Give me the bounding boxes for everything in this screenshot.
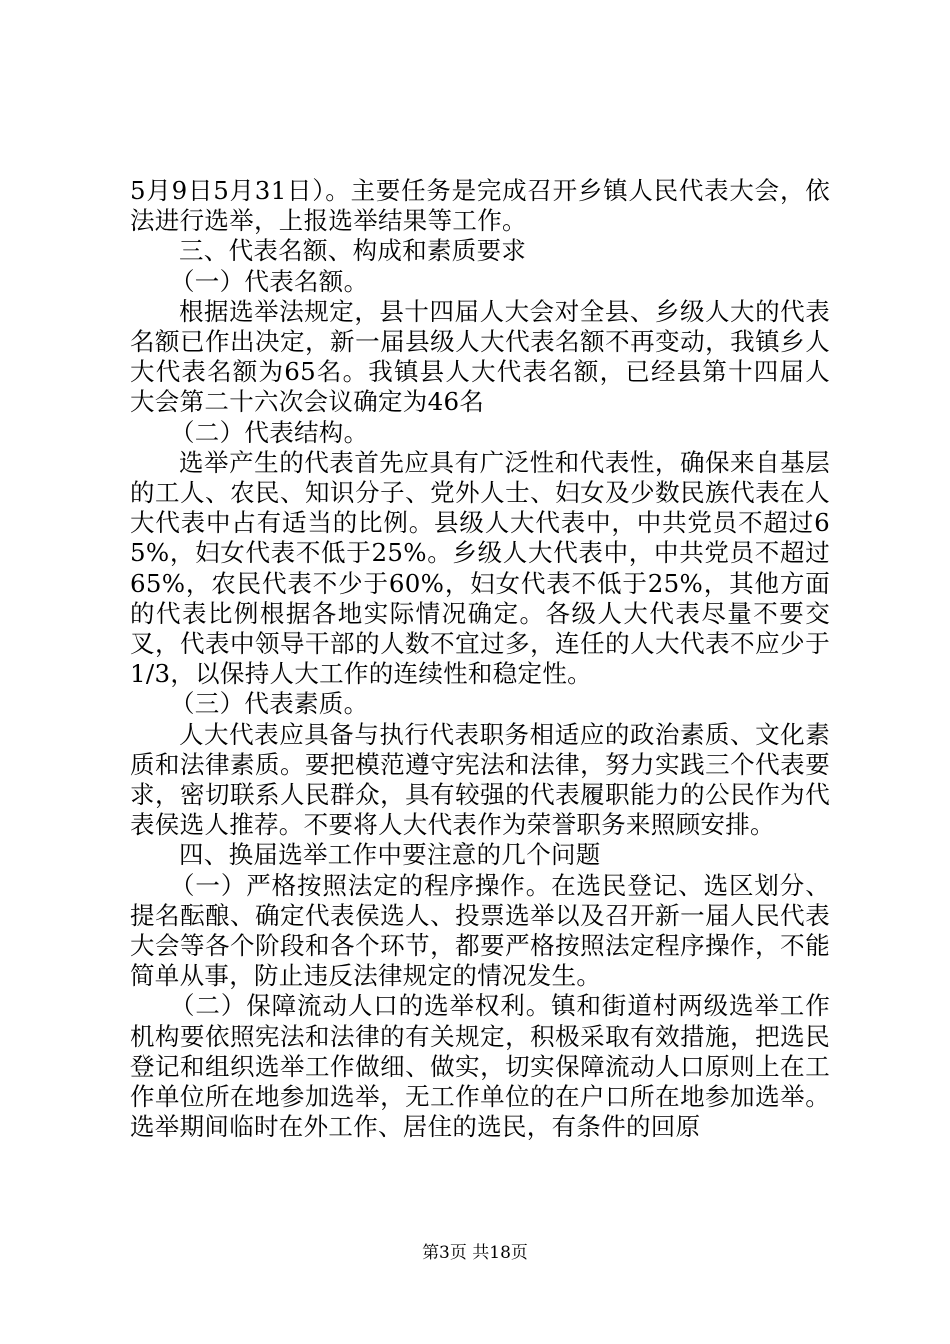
subheading-quota: （一）代表名额。 bbox=[170, 266, 369, 296]
paragraph-structure: 选举产生的代表首先应具有广泛性和代表性，确保来自基层的工人、农民、知识分子、党外人士、妇女及少数民族代表在人大代表中占有适当的比例。县级人大代表中，中共党员不超过65%，妇女代表不低于25%。乡级人大代表中，中共党员不超过65%，农民代表不少于60%，妇女代表不低于25%，其他方面的代表比例根据各地实际情况确定。各级人大代表尽量不要交叉，代表中领导干部的人数不宜过多，连任的人大代表不应少于1/3，以保持人大工作的连续性和稳定性。 bbox=[130, 447, 830, 689]
paragraph-quota: 根据选举法规定，县十四届人大会对全县、乡级人大的代表名额已作出决定，新一届县级人大代表名额不再变动，我镇乡人大代表名额为65名。我镇县人大代表名额，已经县第十四届人大会第二十六次会议确定为46名 bbox=[130, 296, 830, 417]
section-heading-issues: 四、换届选举工作中要注意的几个问题 bbox=[179, 840, 601, 870]
document-body bbox=[130, 176, 830, 1143]
subheading-structure: （二）代表结构。 bbox=[170, 417, 369, 447]
section-heading-quota: 三、代表名额、构成和素质要求 bbox=[179, 236, 527, 266]
paragraph-date-range: 5月9日5月31日）。主要任务是完成召开乡镇人民代表大会，依法进行选举，上报选举结果等工作。 bbox=[130, 176, 830, 236]
paragraph-procedure: （一）严格按照法定的程序操作。在选民登记、选区划分、提名酝酿、确定代表侯选人、投票选举以及召开新一届人民代表大会等各个阶段和各个环节，都要严格按照法定程序操作，不能简单从事，防止违反法律规定的情况发生。 bbox=[130, 870, 830, 991]
subheading-quality: （三）代表素质。 bbox=[170, 689, 369, 719]
paragraph-floating-population: （二）保障流动人口的选举权利。镇和街道村两级选举工作机构要依照宪法和法律的有关规定，积极采取有效措施，把选民登记和组织选举工作做细、做实，切实保障流动人口原则上在工作单位所在地参加选举，无工作单位的在户口所在地参加选举。选举期间临时在外工作、居住的选民，有条件的回原 bbox=[130, 991, 830, 1142]
paragraph-quality: 人大代表应具备与执行代表职务相适应的政治素质、文化素质和法律素质。要把模范遵守宪法和法律，努力实践三个代表要求，密切联系人民群众，具有较强的代表履职能力的公民作为代表侯选人推荐。不要将人大代表作为荣誉职务来照顾安排。 bbox=[130, 719, 830, 840]
page-number-footer: 第3页 共18页 bbox=[422, 1243, 528, 1263]
